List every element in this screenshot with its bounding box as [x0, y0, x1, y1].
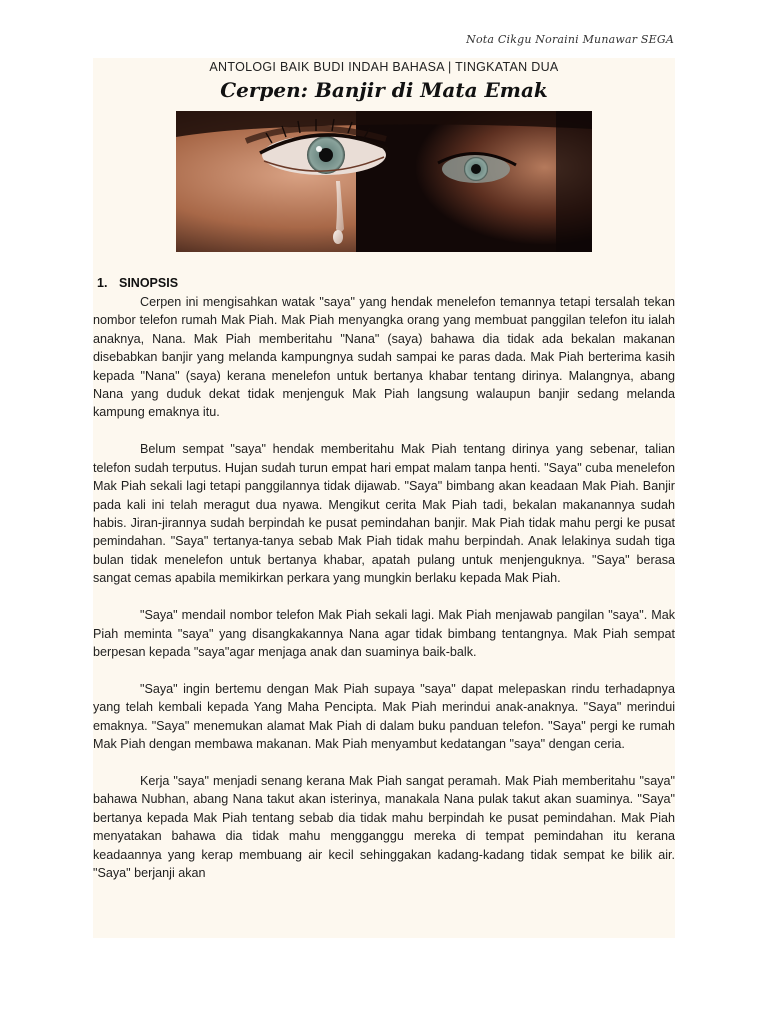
tearful-eye-photo	[176, 111, 592, 252]
series-title: ANTOLOGI BAIK BUDI INDAH BAHASA | TINGKATAN DUA	[209, 60, 559, 74]
section-number: 1.	[97, 276, 108, 290]
synopsis-body	[93, 293, 675, 901]
story-title: Cerpen: Banjir di Mata Emak	[220, 78, 548, 102]
tearful-eye-photo-icon	[176, 111, 592, 252]
synopsis-paragraph: Kerja "saya" menjadi senang kerana Mak Piah sangat peramah. Mak Piah memberitahu "saya" bahawa Nubhan, abang Nana takut akan isterinya, manakala Nana pulak takut akan suaminya. "Saya" bertanya kepada Mak Piah tentang sebab dia tidak mahu berpindah ke pusat pemindahan. Mak Piah menyatakan bahawa dia tidak mahu mengganggu mereka di tempat pemindahan itu kerana keadaannya yang kerap membuang air kecil sehinggakan kadang-kadang tidak sempat ke bilik air. "Saya" berjanji akan	[93, 773, 675, 880]
header-note: Nota Cikgu Noraini Munawar SEGA	[466, 33, 674, 46]
section-heading	[97, 276, 178, 290]
synopsis-paragraph: "Saya" ingin bertemu dengan Mak Piah supaya "saya" dapat melepaskan rindu terhadapnya yang telah kembali kepada Yang Maha Pencipta. Mak Piah merindui anak-anaknya. "Saya" merindui emaknya. "Saya" menemukan alamat Mak Piah di dalam buku panduan telefon. "Saya" pergi ke rumah Mak Piah dengan membawa makanan. Mak Piah menyambut kedatangan "saya" dengan ceria.	[93, 681, 675, 752]
synopsis-paragraph: "Saya" mendail nombor telefon Mak Piah sekali lagi. Mak Piah menjawab pangilan "saya". Mak Piah meminta "saya" yang disangkakannya Nana agar tidak bimbang tentangnya. Mak Piah sempat berpesan kepada "saya"agar menjaga anak dan suaminya baik-balk.	[93, 608, 675, 659]
synopsis-paragraph: Cerpen ini mengisahkan watak "saya" yang hendak menelefon temannya tetapi tersalah tekan nombor telefon rumah Mak Piah. Mak Piah menyangka orang yang membuat panggilan telefon itu ialah anaknya, Nana. Mak Piah memberitahu "Nana" (saya) bahawa dia tidak ada bekalan makanan disebabkan banjir yang melanda kampungnya sudah sampai ke paras dada. Mak Piah berterima kasih kepada "Nana" (saya) kerana menelefon untuk bertanya khabar tentang dirinya. Malangnya, abang Nana yang duduk dekat tidak menjenguk Mak Piah langsung walaupun banjir sedang melanda kampung emaknya itu.	[93, 295, 675, 420]
section-title: SINOPSIS	[119, 276, 179, 290]
synopsis-paragraph: Belum sempat "saya" hendak memberitahu Mak Piah tentang dirinya yang sebenar, talian telefon sudah terputus. Hujan sudah turun empat hari empat malam tanpa henti. "Saya" cuba menelefon Mak Piah sekali lagi tetapi panggilannya tidak dijawab. "Saya" bimbang akan keadaan Mak Piah. Banjir pada kali ini telah meragut dua nyawa. Mengikut cerita Mak Piah tadi, bekalan makanannya sudah habis. Jiran-jirannya sudah berpindah ke pusat pemindahan banjir. Mak Piah tidak mahu pergi ke pusat pemindahan. "Saya" tertanya-tanya sebab Mak Piah tidak mahu berpindah. Anak lelakinya sudah tiga bulan tidak menelefon untuk bertanya khabar, apatah pulang untuk menjenguknya. "Saya" berasa sangat cemas apabila memikirkan perkara yang mungkin berlaku kepada Mak Piah.	[93, 442, 675, 586]
